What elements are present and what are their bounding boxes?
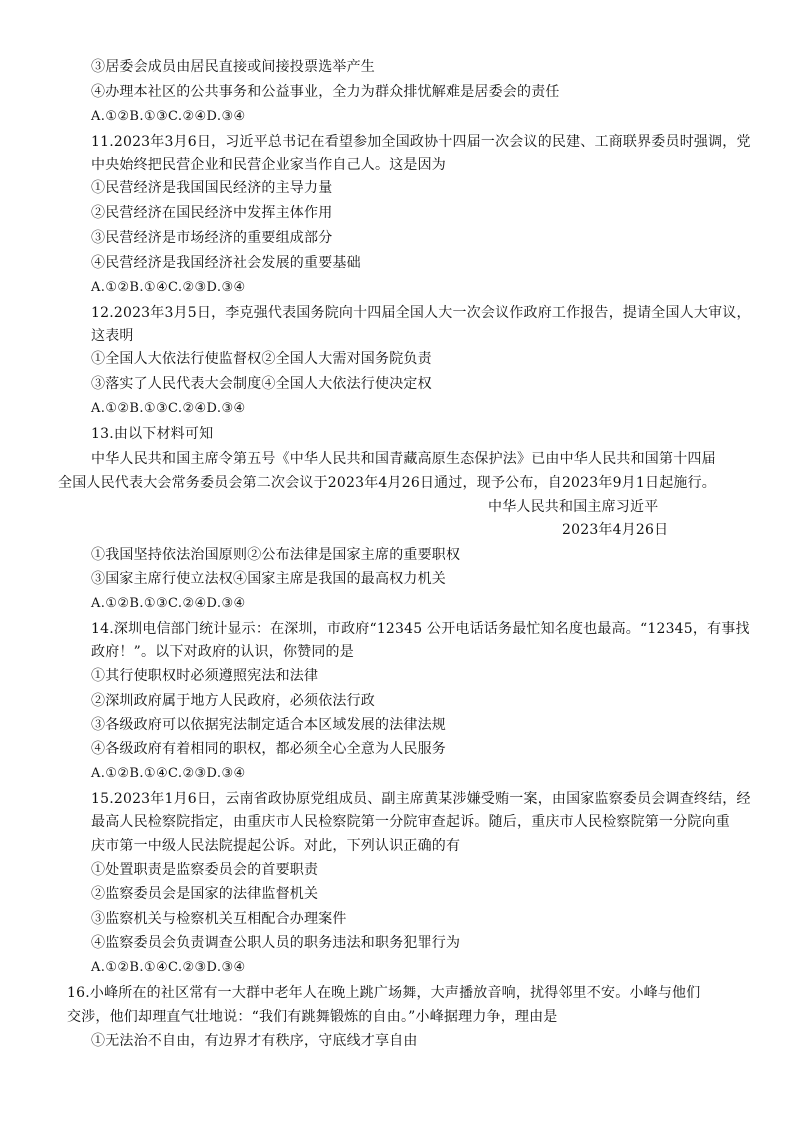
q11-option-2: ②民营经济在国民经济中发挥主体作用 [91,205,333,221]
q14-option-1: ①其行使职权时必须遵照宪法和法律 [91,668,319,684]
q13-options-3-4: ③国家主席行使立法权④国家主席是我国的最高权力机关 [91,571,446,587]
q15-option-1: ①处置职责是监察委员会的首要职责 [91,862,319,878]
q13-options-1-2: ①我国坚持依法治国原则②公布法律是国家主席的重要职权 [91,547,461,563]
q16-stem-cont: 交涉，他们却理直气壮地说：“我们有跳舞锻炼的自由。”小峰据理力争，理由是 [67,1009,558,1025]
q15-answer-choices: A.①②B.①④C.②③D.③④ [91,960,246,975]
q12-stem-cont: 这表明 [91,328,134,344]
q16-stem: 16.小峰所在的社区常有一大群中老年人在晚上跳广场舞，大声播放音响，扰得邻里不安。小峰与他们 [67,985,701,1001]
q14-option-2: ②深圳政府属于地方人民政府，必须依法行政 [91,693,375,709]
q15-option-3: ③监察机关与检察机关互相配合办理案件 [91,911,347,927]
q14-option-4: ④各级政府有着相同的职权，都必须全心全意为人民服务 [91,741,446,757]
q14-option-3: ③各级政府可以依据宪法制定适合本区域发展的法律法规 [91,717,446,733]
q11-option-4: ④民营经济是我国经济社会发展的重要基础 [91,255,361,271]
q13-material-signature: 中华人民共和国主席习近平 [488,499,659,515]
q15-option-2: ②监察委员会是国家的法律监督机关 [91,886,319,902]
q15-option-4: ④监察委员会负责调查公职人员的职务违法和职务犯罪行为 [91,935,461,951]
q11-option-3: ③民营经济是市场经济的重要组成部分 [91,230,333,246]
q16-option-1: ①无法治不自由，有边界才有秩序，守底线才享自由 [91,1033,418,1049]
q12-answer-choices: A.①②B.①③C.②④D.③④ [91,401,246,416]
q14-answer-choices: A.①②B.①④C.②③D.③④ [91,766,246,781]
q15-stem-cont-1: 最高人民检察院指定，由重庆市人民检察院第一分院审查起诉。随后，重庆市人民检察院第一分院向重 [91,814,730,830]
q11-answer-choices: A.①②B.①④C.②③D.③④ [91,280,246,295]
q13-stem: 13.由以下材料可知 [91,426,214,442]
q11-option-1: ①民营经济是我国国民经济的主导力量 [91,180,333,196]
q12-stem: 12.2023年3月5日，李克强代表国务院向十四届全国人大一次会议作政府工作报告，提请全国人大审议， [91,305,751,321]
q11-stem: 11.2023年3月6日，习近平总书记在看望参加全国政协十四届一次会议的民建、工商联界委员时强调，党 [91,134,751,150]
q13-answer-choices: A.①②B.①③C.②④D.③④ [91,596,246,611]
q13-material: 中华人民共和国主席令第五号《中华人民共和国青藏高原生态保护法》已由中华人民共和国第十四届 [91,451,716,467]
q12-options-1-2: ①全国人大依法行使监督权②全国人大需对国务院负责 [91,351,432,367]
q13-material-cont: 全国人民代表大会常务委员会第二次会议于2023年4月26日通过，现予公布，自2023年9月1日起施行。 [58,475,716,491]
q12-options-3-4: ③落实了人民代表大会制度④全国人大依法行使决定权 [91,376,432,392]
q10-answer-choices: A.①②B.①③C.②④D.③④ [91,109,246,124]
q10-option-4: ④办理本社区的公共事务和公益事业，全力为群众排忧解难是居委会的责任 [91,84,560,100]
q15-stem-cont-2: 庆市第一中级人民法院提起公诉。对此，下列认识正确的有 [91,838,461,854]
q10-option-3: ③居委会成员由居民直接或间接投票选举产生 [91,59,375,75]
q13-material-date: 2023年4月26日 [562,522,669,538]
q14-stem: 14.深圳电信部门统计显示：在深圳，市政府“12345 公开电话话务最忙知名度也最高。“12345，有事找 [91,621,750,637]
q14-stem-cont: 政府！”。以下对政府的认识，你赞同的是 [91,644,354,660]
q11-stem-cont: 中央始终把民营企业和民营企业家当作自己人。这是因为 [91,157,446,173]
q15-stem: 15.2023年1月6日，云南省政协原党组成员、副主席黄某涉嫌受贿一案，由国家监察委员会调查终结，经 [91,791,751,807]
